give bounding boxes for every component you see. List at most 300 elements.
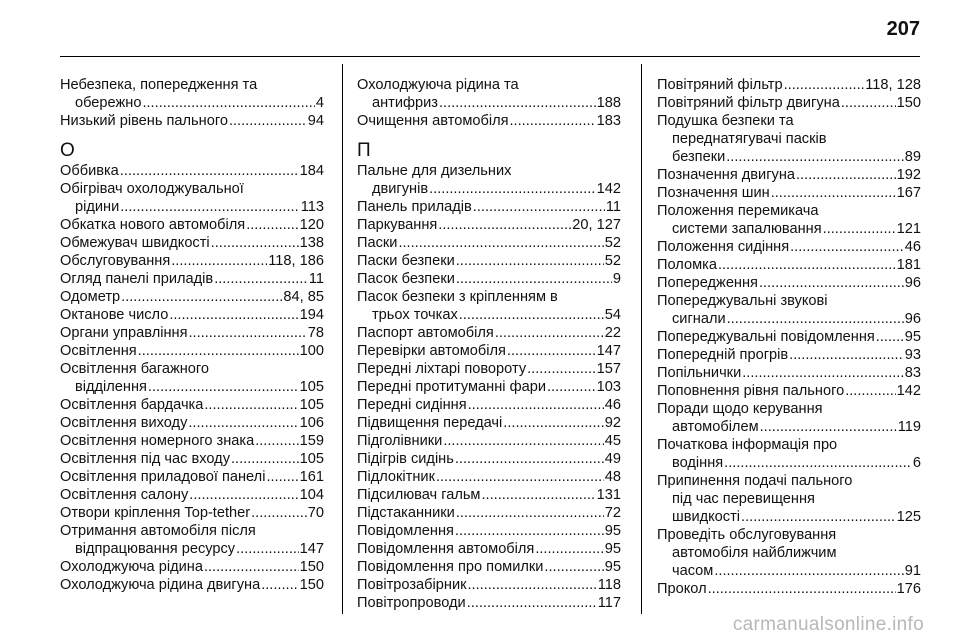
page-reference: 138	[299, 235, 324, 251]
index-entry-line	[657, 454, 921, 472]
index-entry-line	[657, 256, 921, 274]
dot-leader	[236, 540, 299, 558]
index-entry-line	[357, 522, 621, 540]
index-letter-heading: О	[60, 140, 75, 161]
index-entry-line	[60, 198, 324, 216]
index-entry	[60, 270, 324, 288]
index-term: Поради щодо керування	[657, 401, 823, 417]
index-entry	[60, 468, 324, 486]
index-column-3	[657, 76, 921, 598]
dot-leader	[741, 508, 896, 526]
index-entry-line	[657, 310, 921, 328]
index-term: під час перевищення	[672, 491, 815, 507]
index-entry-line	[357, 252, 621, 270]
index-entry	[60, 306, 324, 324]
dot-leader	[204, 558, 299, 576]
page-reference: 78	[307, 325, 324, 341]
dot-leader	[535, 540, 603, 558]
index-term: обережно	[75, 95, 142, 111]
index-term: системи запалювання	[672, 221, 822, 237]
page-reference: 52	[604, 253, 621, 269]
index-entry-line	[60, 288, 324, 306]
index-entry-line	[657, 580, 921, 598]
index-entry	[657, 328, 921, 346]
index-term: Поломка	[657, 257, 717, 273]
page-reference: 91	[904, 563, 921, 579]
index-entry-line	[657, 418, 921, 436]
dot-leader	[718, 256, 896, 274]
index-term: Позначення шин	[657, 185, 770, 201]
dot-leader	[142, 94, 314, 112]
index-entry-line	[60, 558, 324, 576]
index-entry-line	[60, 234, 324, 252]
index-entry-line	[657, 544, 921, 562]
index-term: Підвищення передачі	[357, 415, 503, 431]
index-entry-line	[657, 526, 921, 544]
index-entry	[60, 450, 324, 468]
index-entry	[357, 112, 621, 130]
index-term: Паски безпеки	[357, 253, 455, 269]
index-term: Проведіть обслуговування	[657, 527, 837, 543]
index-term: Отвори кріплення Top-tether	[60, 505, 251, 521]
index-entry	[60, 504, 324, 522]
index-term: Перевірки автомобіля	[357, 343, 506, 359]
index-entry	[657, 526, 921, 580]
index-entry-line	[657, 382, 921, 400]
dot-leader	[171, 252, 267, 270]
index-entry-line	[357, 306, 621, 324]
dot-leader	[261, 576, 298, 594]
index-entry-line	[657, 346, 921, 364]
index-entry-line	[657, 184, 921, 202]
dot-leader	[481, 486, 595, 504]
index-entry	[657, 112, 921, 166]
page-reference: 118, 128	[865, 77, 921, 93]
index-entry-line	[657, 130, 921, 148]
page-reference: 70	[307, 505, 324, 521]
page-reference: 104	[299, 487, 324, 503]
index-entry-line	[60, 576, 324, 594]
index-entry-line	[357, 180, 621, 198]
index-entry-line	[60, 252, 324, 270]
index-entry	[60, 396, 324, 414]
index-entry-line	[657, 400, 921, 418]
index-entry-line	[60, 468, 324, 486]
index-entry	[357, 486, 621, 504]
index-term: Підігрів сидінь	[357, 451, 454, 467]
page-reference: 96	[904, 275, 921, 291]
page-reference: 118	[597, 577, 621, 593]
index-term: Повідомлення про помилки	[357, 559, 544, 575]
page-reference: 52	[604, 235, 621, 251]
index-term: Попередній прогрів	[657, 347, 789, 363]
dot-leader	[121, 288, 282, 306]
index-term: автомобілем	[672, 419, 759, 435]
dot-leader	[214, 270, 308, 288]
dot-leader	[759, 274, 904, 292]
index-term: Охолоджуюча рідина двигуна	[60, 577, 261, 593]
page-reference: 106	[299, 415, 324, 431]
index-term: Пасок безпеки з кріпленням в	[357, 289, 558, 305]
page-reference: 176	[896, 581, 921, 597]
page-reference: 20, 127	[572, 217, 621, 233]
page-reference: 22	[604, 325, 621, 341]
index-entry-line	[357, 504, 621, 522]
dot-leader	[726, 148, 904, 166]
index-entry-line	[357, 396, 621, 414]
index-entry	[657, 274, 921, 292]
index-entry-line	[657, 112, 921, 130]
dot-leader	[436, 468, 604, 486]
index-entry-line	[357, 234, 621, 252]
index-term: Підстаканники	[357, 505, 455, 521]
dot-leader	[120, 198, 299, 216]
index-term: Попереджувальні повідомлення	[657, 329, 875, 345]
dot-leader	[169, 306, 298, 324]
dot-leader	[229, 112, 307, 130]
dot-leader	[459, 306, 604, 324]
index-entry	[60, 486, 324, 504]
index-entry-line	[357, 468, 621, 486]
column-divider	[641, 64, 642, 614]
index-entry-line	[60, 522, 324, 540]
index-term: Панель приладів	[357, 199, 472, 215]
index-term: Освітлення	[60, 343, 137, 359]
index-entry-line	[657, 220, 921, 238]
index-entry-line	[657, 328, 921, 346]
page-reference: 84, 85	[283, 289, 324, 305]
page-reference: 89	[904, 149, 921, 165]
dot-leader	[468, 396, 604, 414]
index-term: Повітряний фільтр двигуна	[657, 95, 840, 111]
page-reference: 125	[896, 509, 921, 525]
index-entry	[357, 594, 621, 612]
index-term: Передні ліхтарі повороту	[357, 361, 527, 377]
index-letter-heading: П	[357, 140, 371, 161]
index-entry	[60, 180, 324, 216]
page-reference: 95	[604, 523, 621, 539]
index-term: Небезпека, попередження та	[60, 77, 258, 93]
index-term: Положення сидіння	[657, 239, 790, 255]
dot-leader	[455, 450, 604, 468]
page-reference: 6	[912, 455, 921, 471]
page-reference: 49	[604, 451, 621, 467]
column-divider	[342, 64, 343, 614]
dot-leader	[120, 162, 299, 180]
index-term: відпрацювання ресурсу	[75, 541, 236, 557]
dot-leader	[455, 522, 604, 540]
index-entry-line	[60, 94, 324, 112]
dot-leader	[503, 414, 603, 432]
dot-leader	[876, 328, 904, 346]
index-entry-line	[357, 342, 621, 360]
dot-leader	[398, 234, 603, 252]
dot-leader	[251, 504, 307, 522]
index-entry	[357, 198, 621, 216]
index-entry	[60, 576, 324, 594]
index-term: відділення	[75, 379, 147, 395]
index-entry-line	[60, 450, 324, 468]
index-entry-line	[657, 166, 921, 184]
dot-leader	[439, 94, 596, 112]
index-entry-line	[60, 540, 324, 558]
page-reference: 94	[307, 113, 324, 129]
index-term: Паски	[357, 235, 398, 251]
index-term: Огляд панелі приладів	[60, 271, 214, 287]
page-reference: 9	[612, 271, 621, 287]
index-entry-line	[357, 360, 621, 378]
page-reference: 100	[299, 343, 324, 359]
index-entry	[60, 112, 324, 130]
index-entry	[60, 76, 324, 112]
dot-leader	[823, 220, 896, 238]
index-entry	[357, 414, 621, 432]
index-entry	[657, 382, 921, 400]
page-reference: 194	[299, 307, 324, 323]
index-term: Охолоджуюча рідина та	[357, 77, 519, 93]
index-entry-line	[60, 270, 324, 288]
index-term: Передні сидіння	[357, 397, 467, 413]
index-term: Повітряний фільтр	[657, 77, 783, 93]
index-entry	[357, 468, 621, 486]
index-term: Підголівники	[357, 433, 443, 449]
index-term: Пасок безпеки	[357, 271, 455, 287]
dot-leader	[456, 270, 612, 288]
index-entry-line	[357, 558, 621, 576]
page-reference: 46	[604, 397, 621, 413]
index-entry	[357, 396, 621, 414]
dot-leader	[507, 342, 596, 360]
index-entry-line	[60, 360, 324, 378]
index-entry	[657, 346, 921, 364]
page-reference: 11	[605, 199, 621, 215]
page-number: 207	[886, 18, 920, 40]
index-entry-line	[357, 270, 621, 288]
page-reference: 120	[299, 217, 324, 233]
index-entry-line	[357, 450, 621, 468]
index-entry	[357, 558, 621, 576]
index-term: Октанове число	[60, 307, 169, 323]
index-term: Освітлення салону	[60, 487, 189, 503]
index-entry-line	[657, 274, 921, 292]
dot-leader	[547, 378, 596, 396]
index-entry-line	[357, 594, 621, 612]
page-reference: 95	[904, 329, 921, 345]
index-entry-line	[657, 472, 921, 490]
dot-leader	[148, 378, 299, 396]
dot-leader	[438, 216, 571, 234]
index-term: Паспорт автомобіля	[357, 325, 494, 341]
index-entry-line	[60, 76, 324, 94]
index-term: швидкості	[672, 509, 741, 525]
page-reference: 183	[596, 113, 621, 129]
dot-leader	[456, 252, 604, 270]
dot-leader	[211, 234, 299, 252]
dot-leader	[266, 468, 298, 486]
index-entry-line	[657, 436, 921, 454]
index-entry	[60, 252, 324, 270]
index-entry	[657, 580, 921, 598]
index-entry	[357, 432, 621, 450]
index-entry-line	[60, 504, 324, 522]
index-entry	[657, 202, 921, 238]
index-entry-line	[60, 486, 324, 504]
index-term: Оббивка	[60, 163, 119, 179]
page-reference: 113	[300, 199, 324, 215]
index-entry-line	[357, 288, 621, 306]
index-entry	[357, 252, 621, 270]
index-entry-line	[357, 378, 621, 396]
index-term: Позначення двигуна	[657, 167, 795, 183]
index-entry	[657, 436, 921, 472]
dot-leader	[727, 310, 904, 328]
index-term: Повідомлення	[357, 523, 454, 539]
dot-leader	[473, 198, 605, 216]
page-reference: 147	[299, 541, 324, 557]
page-reference: 147	[596, 343, 621, 359]
index-term: сигнали	[672, 311, 726, 327]
index-entry	[357, 450, 621, 468]
dot-leader	[845, 382, 895, 400]
index-entry-line	[60, 432, 324, 450]
dot-leader	[188, 324, 306, 342]
index-column-2	[357, 76, 621, 612]
index-term: Освітлення під час входу	[60, 451, 230, 467]
index-entry	[357, 234, 621, 252]
index-entry	[357, 162, 621, 198]
page-reference: 159	[299, 433, 324, 449]
watermark: carmanualsonline.info	[732, 614, 924, 635]
index-entry-line	[657, 202, 921, 220]
index-entry	[60, 288, 324, 306]
index-entry	[357, 504, 621, 522]
dot-leader	[495, 324, 604, 342]
index-entry-line	[657, 364, 921, 382]
index-entry-line	[60, 342, 324, 360]
index-term: безпеки	[672, 149, 726, 165]
index-entry	[60, 522, 324, 558]
index-entry	[357, 576, 621, 594]
page-reference: 105	[299, 451, 324, 467]
page-reference: 142	[896, 383, 921, 399]
header-rule	[60, 56, 920, 57]
page-reference: 72	[604, 505, 621, 521]
page-reference: 150	[299, 559, 324, 575]
dot-leader	[784, 76, 865, 94]
page-reference: 92	[604, 415, 621, 431]
dot-leader	[724, 454, 912, 472]
index-term: Паркування	[357, 217, 438, 233]
dot-leader	[510, 112, 596, 130]
page-reference: 184	[299, 163, 324, 179]
page-reference: 150	[896, 95, 921, 111]
index-term: Обкатка нового автомобіля	[60, 217, 246, 233]
page-reference: 93	[904, 347, 921, 363]
index-term: автомобіля найближчим	[672, 545, 837, 561]
index-entry	[357, 360, 621, 378]
index-entry	[357, 324, 621, 342]
index-term: Органи управління	[60, 325, 188, 341]
index-entry-line	[357, 324, 621, 342]
index-term: рідини	[75, 199, 120, 215]
index-term: Повідомлення автомобіля	[357, 541, 535, 557]
index-term: Попільнички	[657, 365, 742, 381]
index-entry-line	[657, 490, 921, 508]
index-term: Повітрозабірник	[357, 577, 467, 593]
page-reference: 45	[604, 433, 621, 449]
index-entry	[357, 378, 621, 396]
index-term: Освітлення номерного знака	[60, 433, 255, 449]
index-entry-line	[60, 306, 324, 324]
index-entry	[657, 472, 921, 526]
page-reference: 181	[896, 257, 921, 273]
index-term: Підсилювач гальм	[357, 487, 481, 503]
dot-leader	[467, 594, 597, 612]
dot-leader	[760, 418, 897, 436]
index-entry	[60, 360, 324, 396]
index-entry-line	[357, 486, 621, 504]
index-entry-line	[357, 76, 621, 94]
page-reference: 105	[299, 379, 324, 395]
dot-leader	[188, 414, 298, 432]
page-reference: 83	[904, 365, 921, 381]
index-entry	[657, 364, 921, 382]
index-term: Одометр	[60, 289, 121, 305]
index-term: Низький рівень пального	[60, 113, 228, 129]
index-term: Положення перемикача	[657, 203, 819, 219]
index-entry	[60, 342, 324, 360]
index-term: Обігрівач охолоджувальної	[60, 181, 244, 197]
page-reference: 103	[596, 379, 621, 395]
page-reference: 118, 186	[268, 253, 324, 269]
page-reference: 105	[299, 397, 324, 413]
page-reference: 161	[299, 469, 324, 485]
index-entry-line	[60, 112, 324, 130]
index-entry-line	[60, 180, 324, 198]
index-entry-line	[357, 198, 621, 216]
dot-leader	[742, 364, 904, 382]
index-entry	[60, 432, 324, 450]
index-term: двигунів	[372, 181, 429, 197]
page-reference: 117	[597, 595, 621, 611]
dot-leader	[255, 432, 298, 450]
index-entry	[657, 238, 921, 256]
page-reference: 54	[604, 307, 621, 323]
page-reference: 48	[604, 469, 621, 485]
index-term: Подушка безпеки та	[657, 113, 794, 129]
index-entry-line	[357, 414, 621, 432]
page-reference: 167	[896, 185, 921, 201]
page-reference: 119	[897, 419, 921, 435]
index-entry	[657, 400, 921, 436]
index-term: Освітлення виходу	[60, 415, 188, 431]
index-entry-line	[357, 94, 621, 112]
index-entry	[357, 540, 621, 558]
page-reference: 11	[308, 271, 324, 287]
index-entry-line	[657, 238, 921, 256]
index-term: Прокол	[657, 581, 707, 597]
index-entry-line	[357, 540, 621, 558]
page-reference: 95	[604, 541, 621, 557]
page-reference: 96	[904, 311, 921, 327]
index-term: часом	[672, 563, 714, 579]
index-term: Повітропроводи	[357, 595, 466, 611]
index-entry-line	[657, 148, 921, 166]
index-term: Освітлення багажного	[60, 361, 210, 377]
index-entry-line	[657, 76, 921, 94]
dot-leader	[246, 216, 298, 234]
page-reference: 157	[596, 361, 621, 377]
